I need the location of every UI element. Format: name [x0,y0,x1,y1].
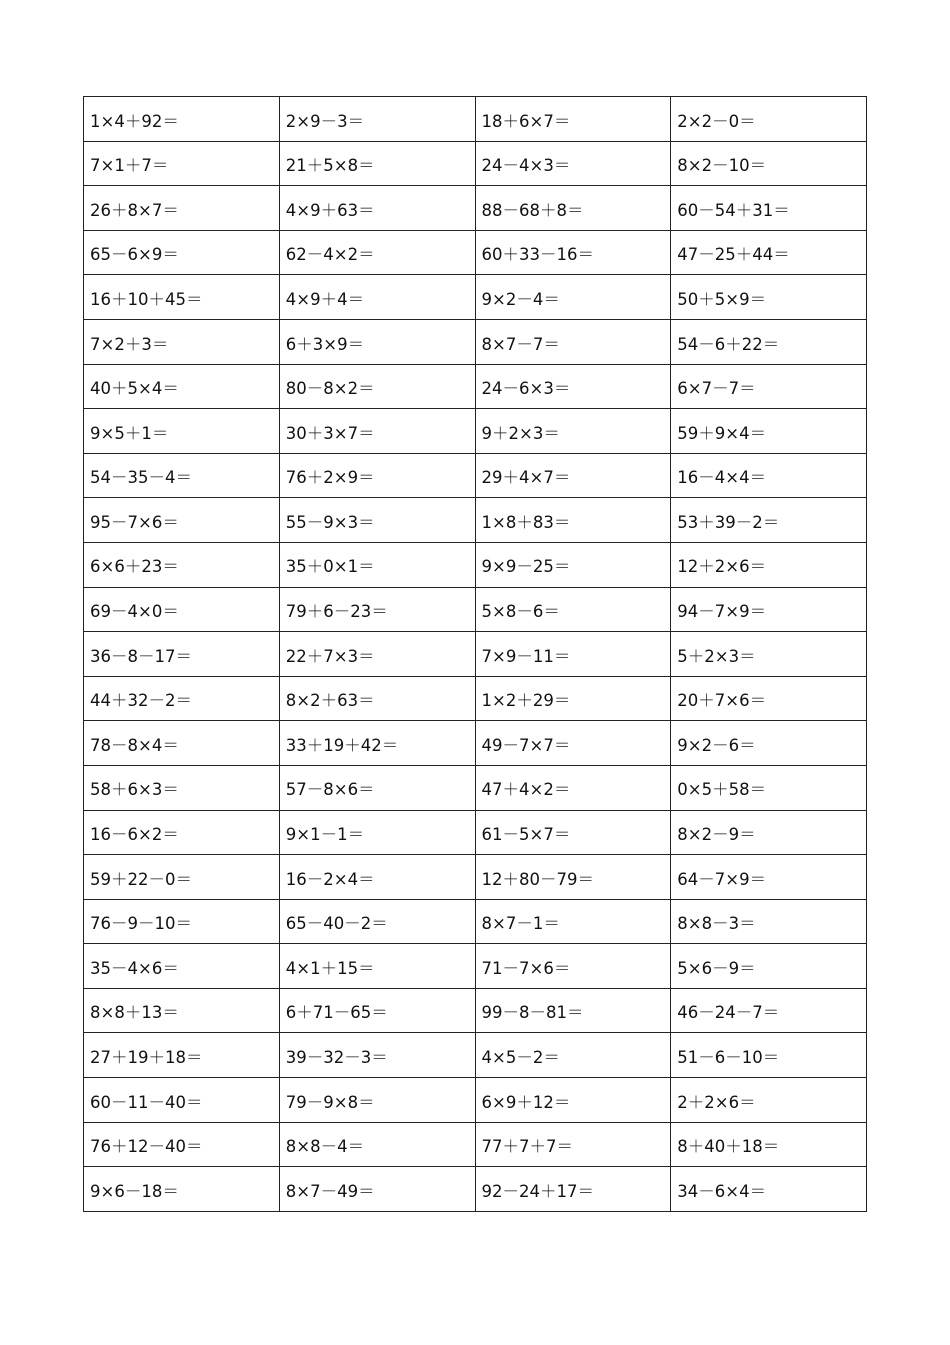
worksheet-row [84,230,867,275]
problem-cell [84,364,280,409]
problem-cell [279,765,475,810]
problem-cell [279,542,475,587]
problem-cell [475,1078,671,1123]
worksheet-row [84,1033,867,1078]
problem-cell [671,944,867,989]
problem-text: 36－8－17＝ [90,646,192,666]
problem-text: 51－6－10＝ [677,1048,780,1068]
problem-text: 47＋4×2＝ [481,780,571,800]
problem-text: 5＋2×3＝ [677,646,756,666]
problem-cell [671,319,867,364]
problem-text: 8×2－9＝ [677,825,756,845]
problem-text: 39－32－3＝ [285,1048,388,1068]
problem-cell [84,810,280,855]
problem-text: 9×5＋1＝ [90,423,169,443]
problem-cell [475,453,671,498]
problem-text: 7×9－11＝ [481,646,571,666]
problem-text: 0×5＋58＝ [677,780,767,800]
problem-text: 47－25＋44＝ [677,245,790,265]
problem-text: 59＋22－0＝ [90,869,192,889]
problem-text: 57－8×6＝ [285,780,375,800]
problem-cell [279,676,475,721]
problem-text: 49－7×7＝ [481,735,571,755]
worksheet-row [84,676,867,721]
worksheet-row [84,1122,867,1167]
worksheet-row [84,587,867,632]
problem-text: 34－6×4＝ [677,1181,767,1201]
worksheet-row [84,453,867,498]
problem-cell [279,810,475,855]
problem-text: 5×6－9＝ [677,958,756,978]
problem-text: 1×2＋29＝ [481,691,571,711]
problem-text: 20＋7×6＝ [677,691,767,711]
problem-text: 78－8×4＝ [90,735,179,755]
problem-text: 18＋6×7＝ [481,111,571,131]
problem-cell [671,230,867,275]
problem-text: 8×2－10＝ [677,156,767,176]
problem-text: 8×7－7＝ [481,334,560,354]
problem-cell [671,409,867,454]
problem-text: 16＋10＋45＝ [90,289,203,309]
problem-cell [671,632,867,677]
worksheet-row [84,364,867,409]
problem-text: 71－7×6＝ [481,958,571,978]
problem-text: 4×9＋4＝ [285,289,365,309]
problem-cell [475,855,671,900]
problem-text: 9×1－1＝ [285,825,365,845]
problem-cell [475,944,671,989]
problem-text: 8＋40＋18＝ [677,1137,780,1157]
problem-text: 35－4×6＝ [90,958,179,978]
problem-cell [84,141,280,186]
problem-cell [279,721,475,766]
problem-text: 54－35－4＝ [90,468,192,488]
problem-text: 79－9×8＝ [285,1092,375,1112]
problem-text: 8×2＋63＝ [285,691,375,711]
problem-text: 4×5－2＝ [481,1048,560,1068]
problem-cell [671,765,867,810]
problem-cell [475,1033,671,1078]
problem-cell [475,1167,671,1212]
problem-text: 9×2－4＝ [481,289,560,309]
problem-text: 9×2－6＝ [677,735,756,755]
problem-cell [475,275,671,320]
problem-cell [475,632,671,677]
problem-text: 6×9＋12＝ [481,1092,571,1112]
problem-cell [279,319,475,364]
problem-text: 8×8－4＝ [285,1137,365,1157]
problem-cell [84,899,280,944]
problem-cell [671,676,867,721]
problem-cell [84,587,280,632]
worksheet-row [84,988,867,1033]
worksheet-row [84,186,867,231]
worksheet-row [84,632,867,677]
worksheet-row [84,409,867,454]
problem-cell [279,1167,475,1212]
problem-cell [84,453,280,498]
problem-cell [671,275,867,320]
worksheet-row [84,899,867,944]
problem-text: 76＋2×9＝ [285,468,375,488]
problem-cell [279,587,475,632]
problem-cell [279,409,475,454]
problem-cell [475,186,671,231]
problem-text: 53＋39－2＝ [677,512,780,532]
problem-cell [475,721,671,766]
problem-text: 44＋32－2＝ [90,691,192,711]
problem-cell [84,632,280,677]
problem-text: 65－40－2＝ [285,914,388,934]
problem-text: 65－6×9＝ [90,245,179,265]
problem-text: 94－7×9＝ [677,602,767,622]
problem-cell [84,944,280,989]
problem-cell [84,409,280,454]
problem-text: 50＋5×9＝ [677,289,767,309]
problem-cell [279,141,475,186]
problem-cell [475,899,671,944]
problem-text: 79＋6－23＝ [285,602,388,622]
worksheet-row [84,810,867,855]
problem-cell [84,1122,280,1167]
problem-cell [84,319,280,364]
problem-cell [84,721,280,766]
problem-text: 8×8－3＝ [677,914,756,934]
problem-cell [671,498,867,543]
problem-text: 2×2－0＝ [677,111,756,131]
problem-text: 8×7－1＝ [481,914,560,934]
problem-text: 7×2＋3＝ [90,334,169,354]
problem-cell [671,721,867,766]
worksheet-row [84,721,867,766]
problem-text: 77＋7＋7＝ [481,1137,573,1157]
problem-cell [84,1033,280,1078]
problem-text: 54－6＋22＝ [677,334,780,354]
problem-text: 6×7－7＝ [677,379,756,399]
problem-cell [671,1078,867,1123]
problem-cell [279,988,475,1033]
problem-text: 9×6－18＝ [90,1181,179,1201]
problem-text: 12＋2×6＝ [677,557,767,577]
problem-text: 22＋7×3＝ [285,646,375,666]
problem-cell [84,855,280,900]
problem-text: 80－8×2＝ [285,379,375,399]
problem-text: 76＋12－40＝ [90,1137,203,1157]
problem-text: 30＋3×7＝ [285,423,375,443]
problem-cell [84,498,280,543]
worksheet-row [84,1167,867,1212]
problem-text: 6＋3×9＝ [285,334,365,354]
problem-cell [671,855,867,900]
problem-cell [475,1122,671,1167]
problem-cell [279,364,475,409]
worksheet-body [84,97,867,1212]
problem-text: 9×9－25＝ [481,557,571,577]
problem-cell [475,409,671,454]
problem-text: 4×9＋63＝ [285,200,375,220]
problem-cell [671,364,867,409]
problem-text: 60－54＋31＝ [677,200,790,220]
problem-text: 62－4×2＝ [285,245,375,265]
problem-cell [279,498,475,543]
problem-text: 2×9－3＝ [285,111,365,131]
problem-cell [279,186,475,231]
problem-text: 76－9－10＝ [90,914,192,934]
problem-cell [671,141,867,186]
problem-text: 33＋19＋42＝ [285,735,399,755]
problem-cell [475,498,671,543]
problem-cell [279,1033,475,1078]
worksheet-row [84,97,867,142]
problem-cell [671,810,867,855]
problem-cell [279,1122,475,1167]
problem-text: 7×1＋7＝ [90,156,169,176]
problem-text: 88－68＋8＝ [481,200,584,220]
problem-text: 1×8＋83＝ [481,512,571,532]
problem-text: 8×7－49＝ [285,1181,375,1201]
problem-cell [671,453,867,498]
problem-text: 24－4×3＝ [481,156,571,176]
problem-cell [475,230,671,275]
problem-text: 64－7×9＝ [677,869,767,889]
problem-cell [475,319,671,364]
problem-cell [84,676,280,721]
problem-cell [671,542,867,587]
problem-text: 46－24－7＝ [677,1003,780,1023]
problem-cell [84,1167,280,1212]
problem-cell [279,1078,475,1123]
worksheet-row [84,1078,867,1123]
problem-text: 26＋8×7＝ [90,200,179,220]
worksheet-row [84,498,867,543]
problem-text: 95－7×6＝ [90,512,179,532]
problem-cell [671,1122,867,1167]
worksheet-row [84,141,867,186]
problem-cell [279,275,475,320]
problem-text: 4×1＋15＝ [285,958,375,978]
problem-cell [475,988,671,1033]
problem-cell [671,587,867,632]
problem-text: 9＋2×3＝ [481,423,560,443]
problem-cell [84,230,280,275]
worksheet-row [84,944,867,989]
problem-text: 59＋9×4＝ [677,423,767,443]
problem-cell [279,230,475,275]
problem-cell [84,97,280,142]
problem-text: 60－11－40＝ [90,1092,203,1112]
problem-text: 29＋4×7＝ [481,468,571,488]
problem-cell [671,1167,867,1212]
problem-cell [671,97,867,142]
problem-text: 55－9×3＝ [285,512,375,532]
problem-cell [475,364,671,409]
problem-cell [279,97,475,142]
problem-text: 5×8－6＝ [481,602,560,622]
problem-cell [475,542,671,587]
problem-text: 6×6＋23＝ [90,557,179,577]
problem-text: 16－4×4＝ [677,468,767,488]
problem-text: 1×4＋92＝ [90,111,179,131]
worksheet-row [84,275,867,320]
problem-text: 27＋19＋18＝ [90,1048,203,1068]
problem-cell [475,810,671,855]
problem-cell [279,632,475,677]
problem-cell [84,1078,280,1123]
problem-text: 92－24＋17＝ [481,1181,594,1201]
problem-cell [279,899,475,944]
problem-text: 16－2×4＝ [285,869,375,889]
problem-cell [475,141,671,186]
arithmetic-worksheet-table [83,96,867,1212]
problem-cell [84,765,280,810]
problem-cell [84,988,280,1033]
problem-text: 24－6×3＝ [481,379,571,399]
problem-cell [84,186,280,231]
problem-cell [279,453,475,498]
problem-text: 6＋71－65＝ [285,1003,388,1023]
problem-text: 40＋5×4＝ [90,379,179,399]
problem-cell [84,542,280,587]
worksheet-row [84,855,867,900]
problem-text: 69－4×0＝ [90,602,179,622]
worksheet-row [84,319,867,364]
problem-text: 58＋6×3＝ [90,780,179,800]
problem-text: 16－6×2＝ [90,825,179,845]
problem-text: 61－5×7＝ [481,825,571,845]
problem-cell [475,97,671,142]
problem-cell [475,676,671,721]
worksheet-row [84,765,867,810]
problem-cell [279,855,475,900]
worksheet-row [84,542,867,587]
problem-text: 8×8＋13＝ [90,1003,179,1023]
problem-cell [279,944,475,989]
problem-cell [671,899,867,944]
problem-cell [84,275,280,320]
problem-text: 60＋33－16＝ [481,245,594,265]
problem-text: 99－8－81＝ [481,1003,584,1023]
problem-text: 2＋2×6＝ [677,1092,756,1112]
problem-cell [475,587,671,632]
problem-text: 12＋80－79＝ [481,869,594,889]
problem-cell [671,1033,867,1078]
problem-cell [671,186,867,231]
problem-text: 21＋5×8＝ [285,156,375,176]
problem-cell [475,765,671,810]
problem-cell [671,988,867,1033]
problem-text: 35＋0×1＝ [285,557,375,577]
